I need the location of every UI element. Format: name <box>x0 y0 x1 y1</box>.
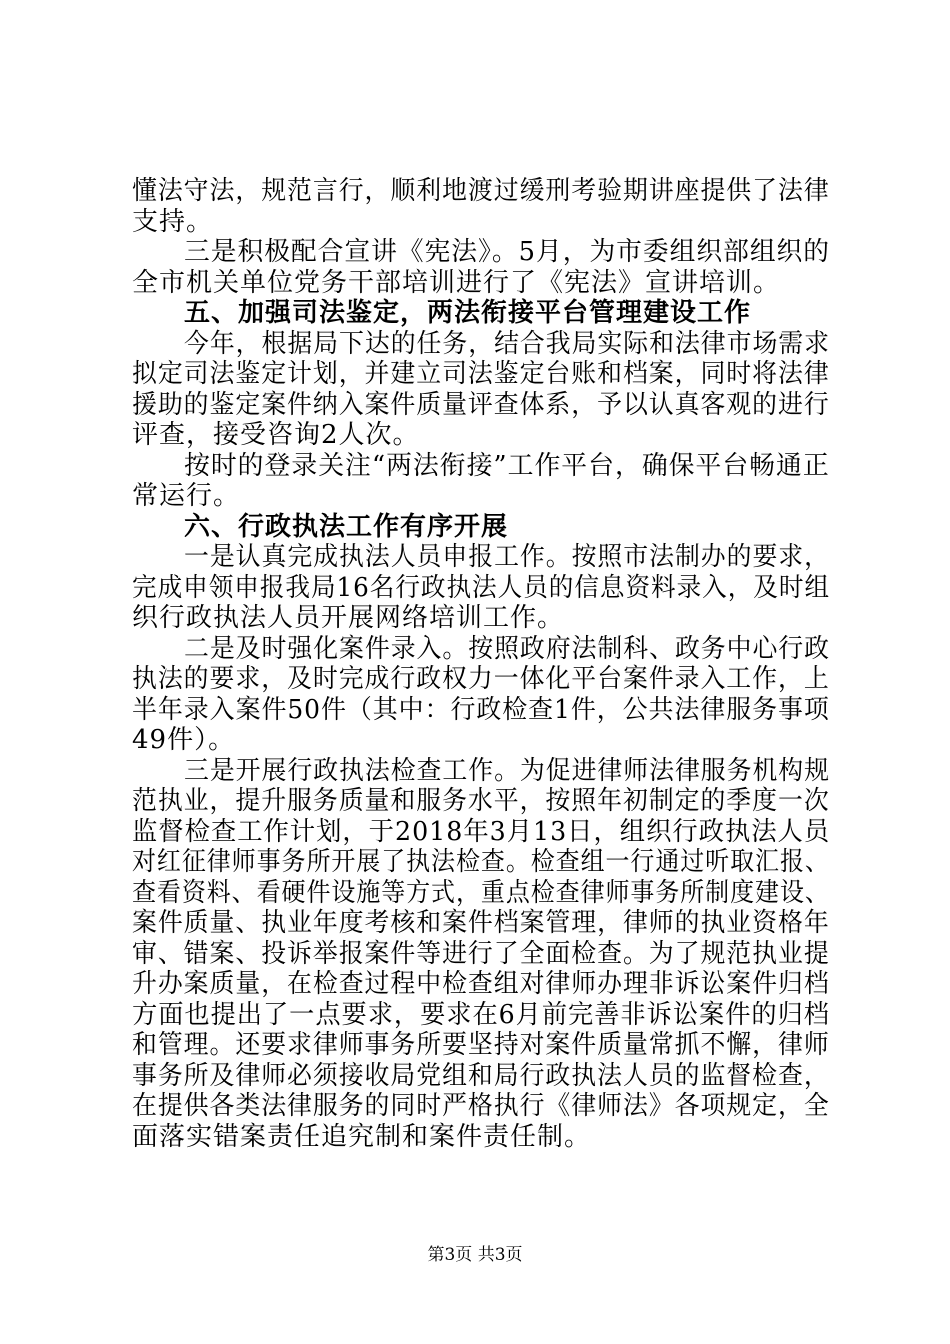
text-line: 升办案质量，在检查过程中检查组对律师办理非诉讼案件归档 <box>132 969 830 1000</box>
text-line: 方面也提出了一点要求，要求在6月前完善非诉讼案件的归档 <box>132 999 830 1030</box>
page-footer: 第3页 共3页 <box>427 1245 523 1265</box>
text-line: 今年，根据局下达的任务，结合我局实际和法律市场需求 <box>184 328 830 359</box>
text-line: 和管理。还要求律师事务所要坚持对案件质量常抓不懈，律师 <box>132 1030 830 1061</box>
text-line: 案件质量、执业年度考核和案件档案管理，律师的执业资格年 <box>132 908 830 939</box>
text-line: 常运行。 <box>132 481 241 512</box>
text-line: 在提供各类法律服务的同时严格执行《律师法》各项规定，全 <box>132 1091 830 1122</box>
section-heading: 六、行政执法工作有序开展 <box>184 511 509 542</box>
text-line: 拟定司法鉴定计划，并建立司法鉴定台账和档案，同时将法律 <box>132 359 830 390</box>
text-line: 二是及时强化案件录入。按照政府法制科、政务中心行政 <box>184 633 830 664</box>
text-line: 对红征律师事务所开展了执法检查。检查组一行通过听取汇报、 <box>132 847 830 878</box>
text-line: 查看资料、看硬件设施等方式，重点检查律师事务所制度建设、 <box>132 877 830 908</box>
text-line: 织行政执法人员开展网络培训工作。 <box>132 603 565 634</box>
text-line: 范执业，提升服务质量和服务水平，按照年初制定的季度一次 <box>132 786 830 817</box>
text-line: 懂法守法，规范言行，顺利地渡过缓刑考验期讲座提供了法律 <box>132 176 830 206</box>
text-line: 三是积极配合宣讲《宪法》。5月，为市委组织部组织的 <box>184 237 831 268</box>
text-line: 事务所及律师必须接收局党组和局行政执法人员的监督检查， <box>132 1060 830 1091</box>
text-line: 半年录入案件50件（其中：行政检查1件，公共法律服务事项 <box>132 694 830 725</box>
text-line: 支持。 <box>132 206 214 237</box>
text-line: 49件）。 <box>132 725 236 756</box>
text-line: 审、错案、投诉举报案件等进行了全面检查。为了规范执业提 <box>132 938 830 969</box>
text-line: 监督检查工作计划，于2018年3月13日，组织行政执法人员 <box>132 816 831 847</box>
text-line: 按时的登录关注“两法衔接”工作平台，确保平台畅通正 <box>184 450 830 481</box>
section-heading: 五、加强司法鉴定，两法衔接平台管理建设工作 <box>184 298 752 329</box>
text-line: 全市机关单位党务干部培训进行了《宪法》宣讲培训。 <box>132 267 781 298</box>
text-line: 援助的鉴定案件纳入案件质量评查体系，予以认真客观的进行 <box>132 389 830 420</box>
text-line: 面落实错案责任追究制和案件责任制。 <box>132 1122 592 1152</box>
text-line: 执法的要求，及时完成行政权力一体化平台案件录入工作，上 <box>132 664 830 695</box>
text-line: 一是认真完成执法人员申报工作。按照市法制办的要求， <box>184 542 830 573</box>
text-line: 完成申领申报我局16名行政执法人员的信息资料录入，及时组 <box>132 572 831 603</box>
text-line: 三是开展行政执法检查工作。为促进律师法律服务机构规 <box>184 755 830 786</box>
text-line: 评查，接受咨询2人次。 <box>132 420 420 451</box>
